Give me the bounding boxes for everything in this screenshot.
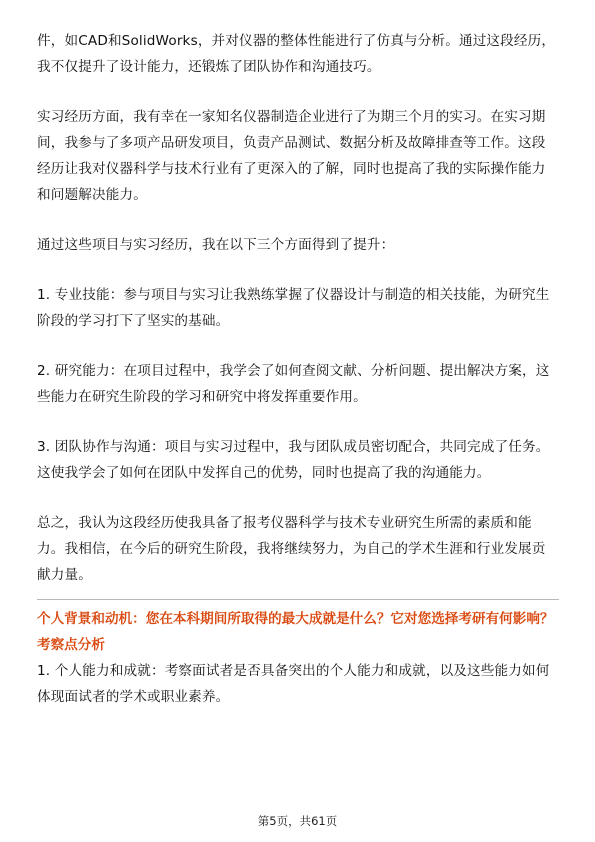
paragraph-gap	[37, 80, 559, 104]
paragraph-internship: 实习经历方面，我有幸在一家知名仪器制造企业进行了为期三个月的实习。在实习期间，我参与了多项产品研发项目，负责产品测试、数据分析及故障排查等工作。这段经历让我对仪器科学与技术行业有了更深入的了解，同时也提高了我的实际操作能力和问题解决能力。	[37, 109, 546, 203]
paragraph-gap	[37, 486, 559, 510]
paragraph-gap	[37, 334, 559, 358]
paragraph-conclusion: 总之，我认为这段经历使我具备了报考仪器科学与技术专业研究生所需的素质和能力。我相信，在今后的研究生阶段，我将继续努力，为自己的学术生涯和行业发展贡献力量。	[37, 515, 546, 583]
section-divider	[37, 599, 559, 600]
page-content	[37, 28, 559, 710]
paragraph-gap	[37, 410, 559, 434]
list-item-professional-skills: 1. 专业技能：参与项目与实习让我熟练掌握了仪器设计与制造的相关技能，为研究生阶段的学习打下了坚实的基础。	[37, 287, 550, 329]
question-title: 个人背景和动机：您在本科期间所取得的最大成就是什么？它对您选择考研有何影响？	[37, 611, 554, 627]
list-item-research-ability: 2. 研究能力：在项目过程中，我学会了如何查阅文献、分析问题、提出解决方案，这些能力在研究生阶段的学习和研究中将发挥重要作用。	[37, 363, 550, 405]
analysis-item: 1. 个人能力和成就：考察面试者是否具备突出的个人能力和成就，以及这些能力如何体现面试者的学术或职业素养。	[37, 663, 550, 705]
list-item-teamwork: 3. 团队协作与沟通：项目与实习过程中，我与团队成员密切配合，共同完成了任务。这使我学会了如何在团队中发挥自己的优势，同时也提高了我的沟通能力。	[37, 439, 550, 481]
analysis-heading: 考察点分析	[37, 637, 105, 653]
paragraph-continuation: 件，如CAD和SolidWorks，并对仪器的整体性能进行了仿真与分析。通过这段经历，我不仅提升了设计能力，还锻炼了团队协作和沟通技巧。	[37, 33, 556, 75]
paragraph-gap	[37, 258, 559, 282]
page-footer: 第5页，共61页	[257, 814, 338, 828]
paragraph-improvements-intro: 通过这些项目与实习经历，我在以下三个方面得到了提升：	[37, 237, 395, 253]
paragraph-gap	[37, 208, 559, 232]
